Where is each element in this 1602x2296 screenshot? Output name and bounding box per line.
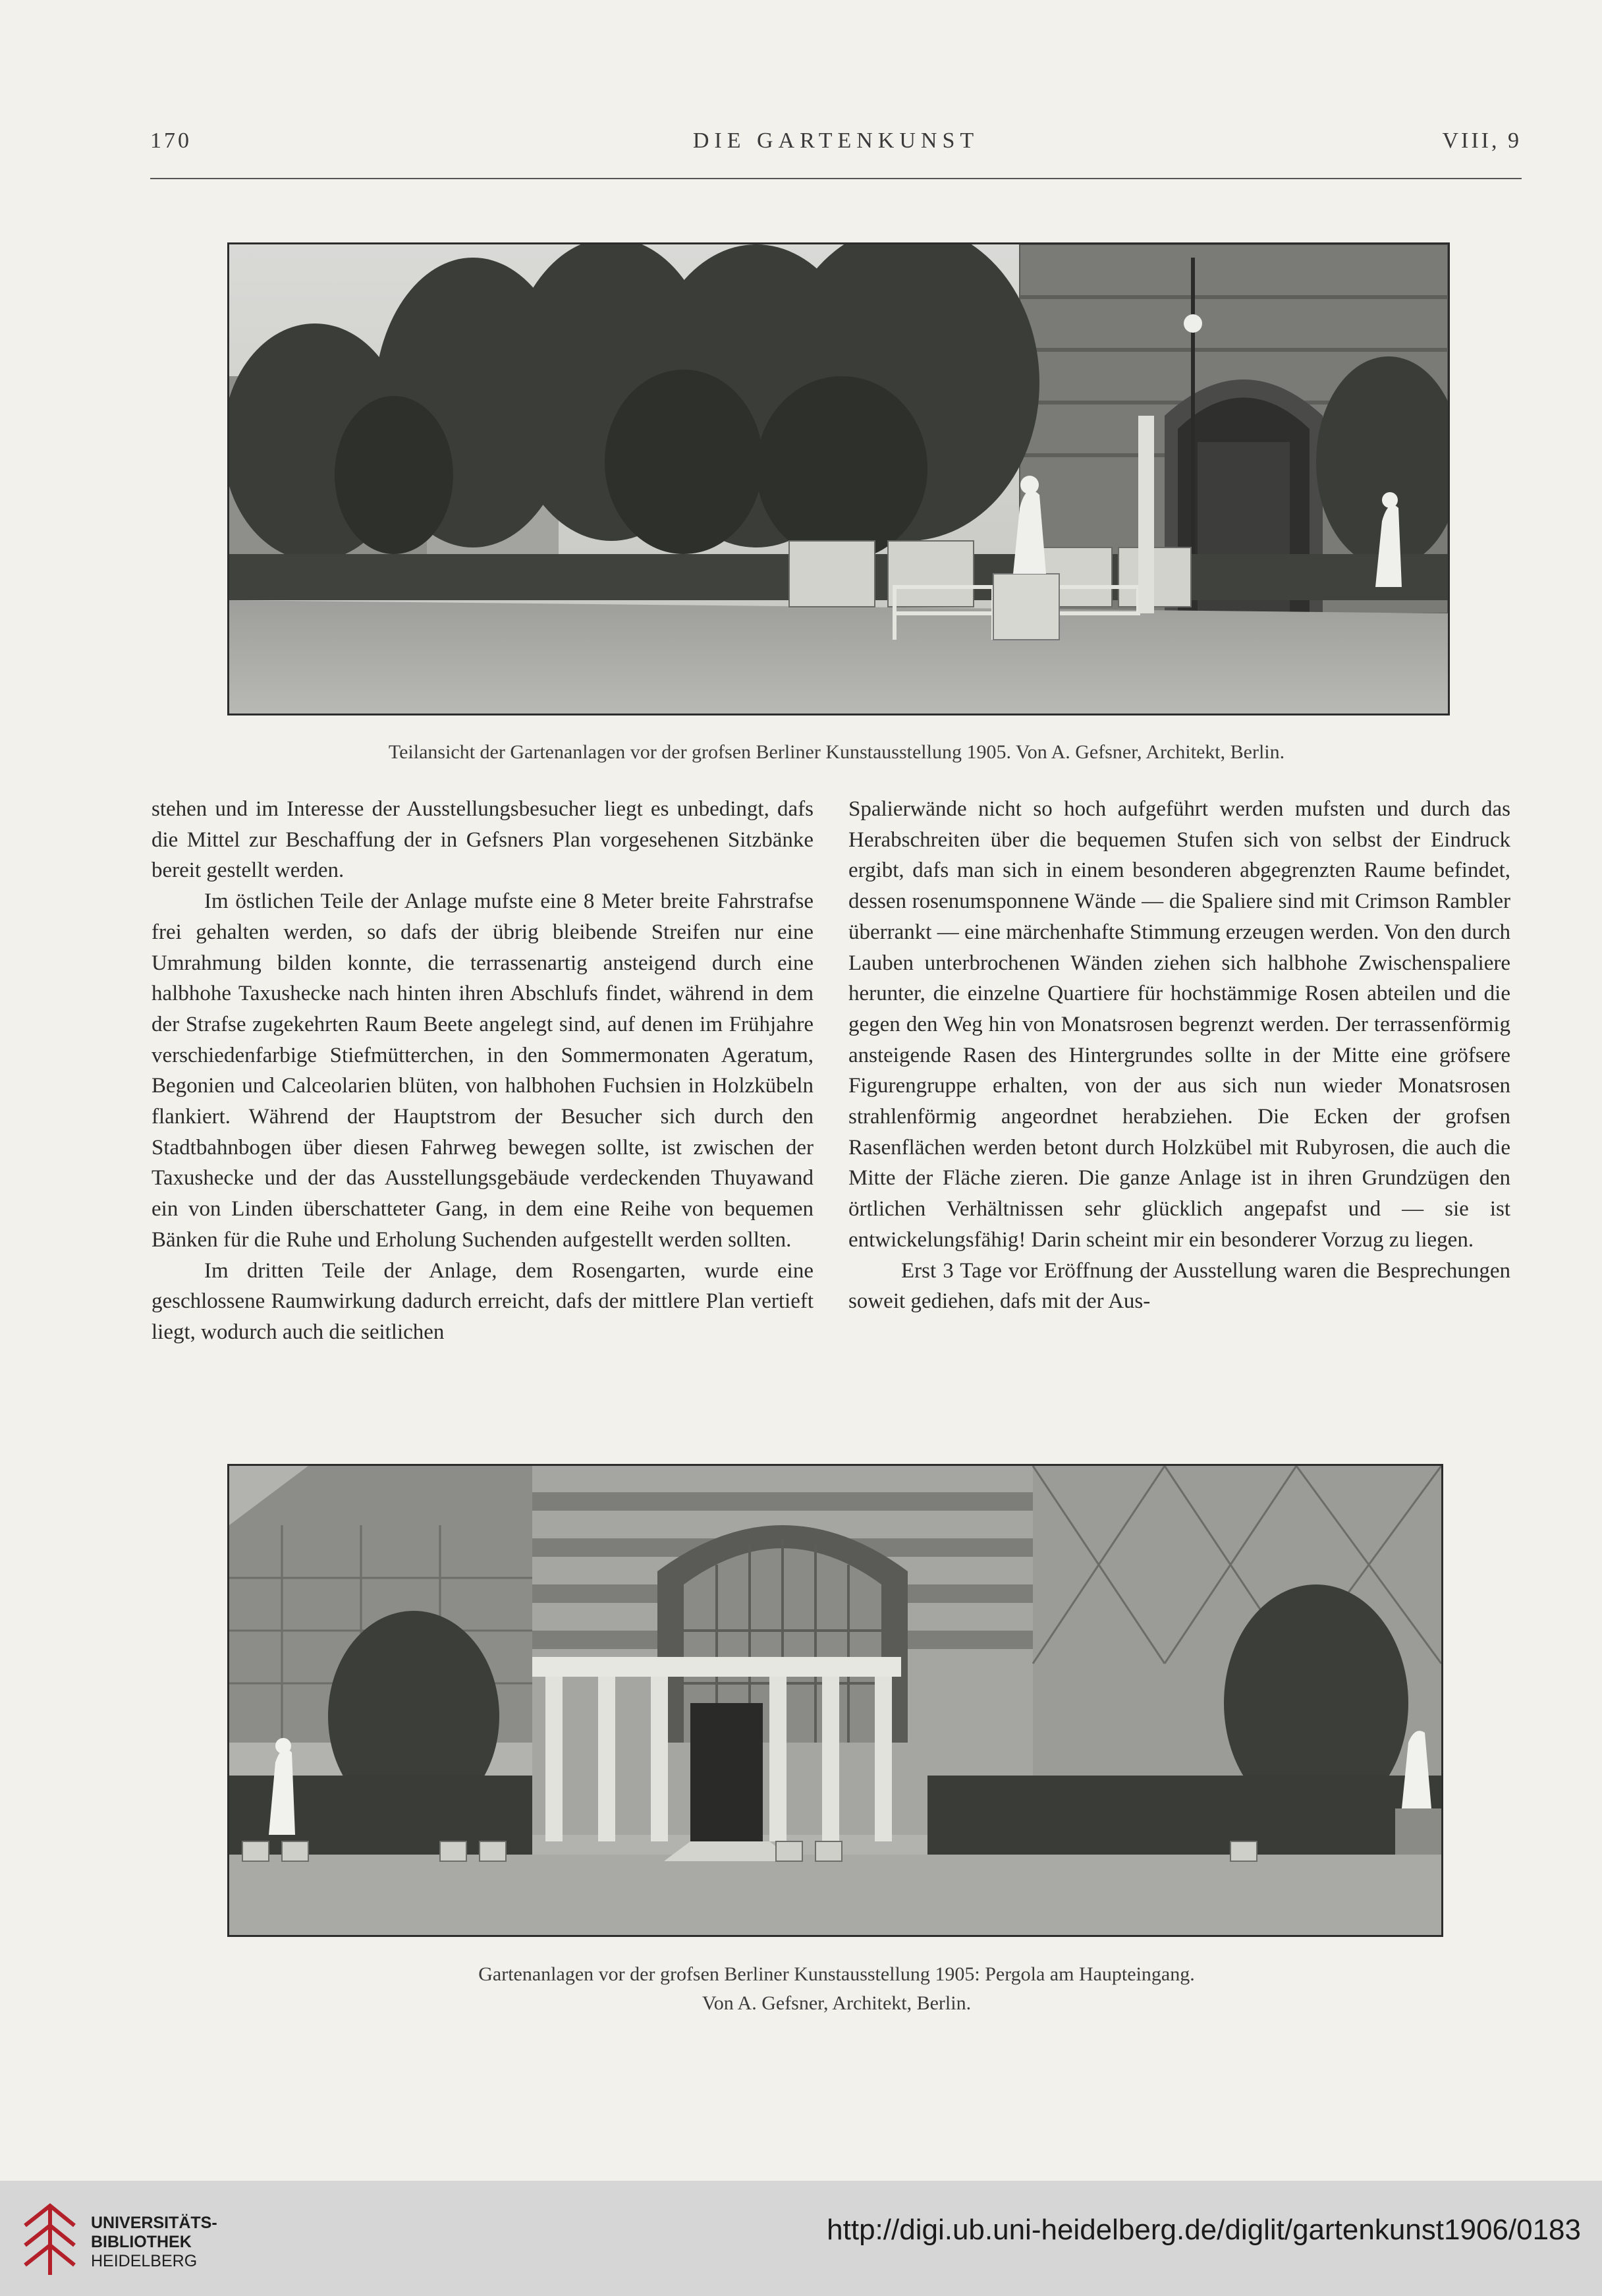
source-url-link[interactable]: http://digi.ub.uni-heidelberg.de/diglit/gartenkunst1906/0183 — [827, 2214, 1581, 2246]
pergola-photo-bottom — [227, 1464, 1443, 1937]
caption-bottom-photo — [198, 1960, 1476, 2017]
caption-top-photo: Teilansicht der Gartenanlagen vor der grofsen Berliner Kunstausstellung 1905. Von A. Gefsner, Architekt, Berlin. — [388, 741, 1285, 763]
library-footer — [0, 2181, 1602, 2296]
header-rule — [150, 178, 1522, 179]
garden-photo-top-image — [229, 244, 1448, 714]
journal-title: DIE GARTENKUNST — [692, 128, 980, 153]
paragraph: stehen und im Interesse der Ausstellungsbesucher liegt es unbedingt, dafs die Mittel zur Beschaffung der in Gefsners Plan vorgesehenen Sitzbänke bereit gestellt werden. — [152, 797, 814, 883]
paragraph: Erst 3 Tage vor Eröffnung der Ausstellung waren die Besprechungen soweit gediehen, dafs mit der Aus- — [848, 1258, 1510, 1314]
university-library-logo-icon — [18, 2199, 81, 2278]
library-name-line: BIBLIOTHEK — [91, 2233, 192, 2251]
library-name — [91, 2214, 217, 2271]
text-column-right — [848, 794, 1510, 1317]
page-header — [150, 128, 1522, 165]
text-column-left — [152, 794, 814, 1348]
caption-line: Gartenanlagen vor der grofsen Berliner Kunstausstellung 1905: Pergola am Haupteingang. — [478, 1963, 1195, 1985]
caption-line: Von A. Gefsner, Architekt, Berlin. — [702, 1992, 972, 2014]
pergola-photo-bottom-image — [229, 1466, 1441, 1935]
library-name-line: UNIVERSITÄTS- — [91, 2214, 217, 2232]
paragraph: Spalierwände nicht so hoch aufgeführt werden mufsten und durch das Herabschreiten über die bequemen Stufen sich von selbst der Eindruck ergibt, dafs man sich in einem besonderen abgegrenzten Raume befindet, dessen rosenumsponnene Wände — die Spaliere sind mit Crimson Rambler überrankt — eine märchenhafte Stimmung erzeugen werden. Von den durch Lauben unterbrochenen Wänden ziehen sich halbhohe Zwischenspaliere herunter, die einzelne Quartiere für hochstämmige Rosen abteilen und die gegen den Weg hin von Monatsrosen begrenzt werden. Der terrassenförmig ansteigende Rasen des Hintergrundes sollte in der Mitte eine gröfsere Figurengruppe erhalten, von der aus sich nun wieder Monatsrosen strahlenförmig angeordnet herabziehen. Die Ecken der grofsen Rasenflächen werden betont durch Holzkübel mit Rubyrosen, die auch die Mitte der Fläche zieren. Die ganze Anlage ist in ihren Grundzügen den örtlichen Verhältnissen sehr glücklich angepafst und — sie ist entwickelungsfähig! Darin scheint mir ein besonderer Vorzug zu liegen. — [848, 797, 1510, 1252]
library-name-line: HEIDELBERG — [91, 2252, 198, 2270]
paragraph: Im östlichen Teile der Anlage mufste eine 8 Meter breite Fahrstrafse frei gehalten werden, so dafs der übrig bleibende Streifen nur eine Umrahmung bilden konnte, die terrassenartig ansteigend durch eine halbhohe Taxushecke nach hinten ihren Abschlufs findet, während in dem der Strafse zugekehrten Raum Beete angelegt sind, auf denen im Frühjahre verschiedenfarbige Stiefmütterchen, in den Sommermonaten Ageratum, Begonien und Calceolarien blüten, von halbhohen Fuchsien in Holzkübeln flankiert. Während der Hauptstrom der Besucher sich durch den Stadtbahnbogen über diesen Fahrweg bewegen sollte, ist zwischen der Taxushecke und der das Ausstellungsgebäude verdeckenden Thuyawand ein von Linden überschatteter Gang, in dem eine Reihe von bequemen Bänken für die Ruhe und Erholung Suchenden aufgestellt werden sollten. — [152, 889, 814, 1252]
paragraph: Im dritten Teile der Anlage, dem Rosengarten, wurde eine geschlossene Raumwirkung dadurch erreicht, dafs der mittlere Plan vertieft liegt, wodurch auch die seitlichen — [152, 1258, 814, 1344]
volume-number: VIII, 9 — [1442, 128, 1522, 153]
page-number: 170 — [150, 128, 192, 153]
garden-photo-top — [227, 242, 1450, 715]
